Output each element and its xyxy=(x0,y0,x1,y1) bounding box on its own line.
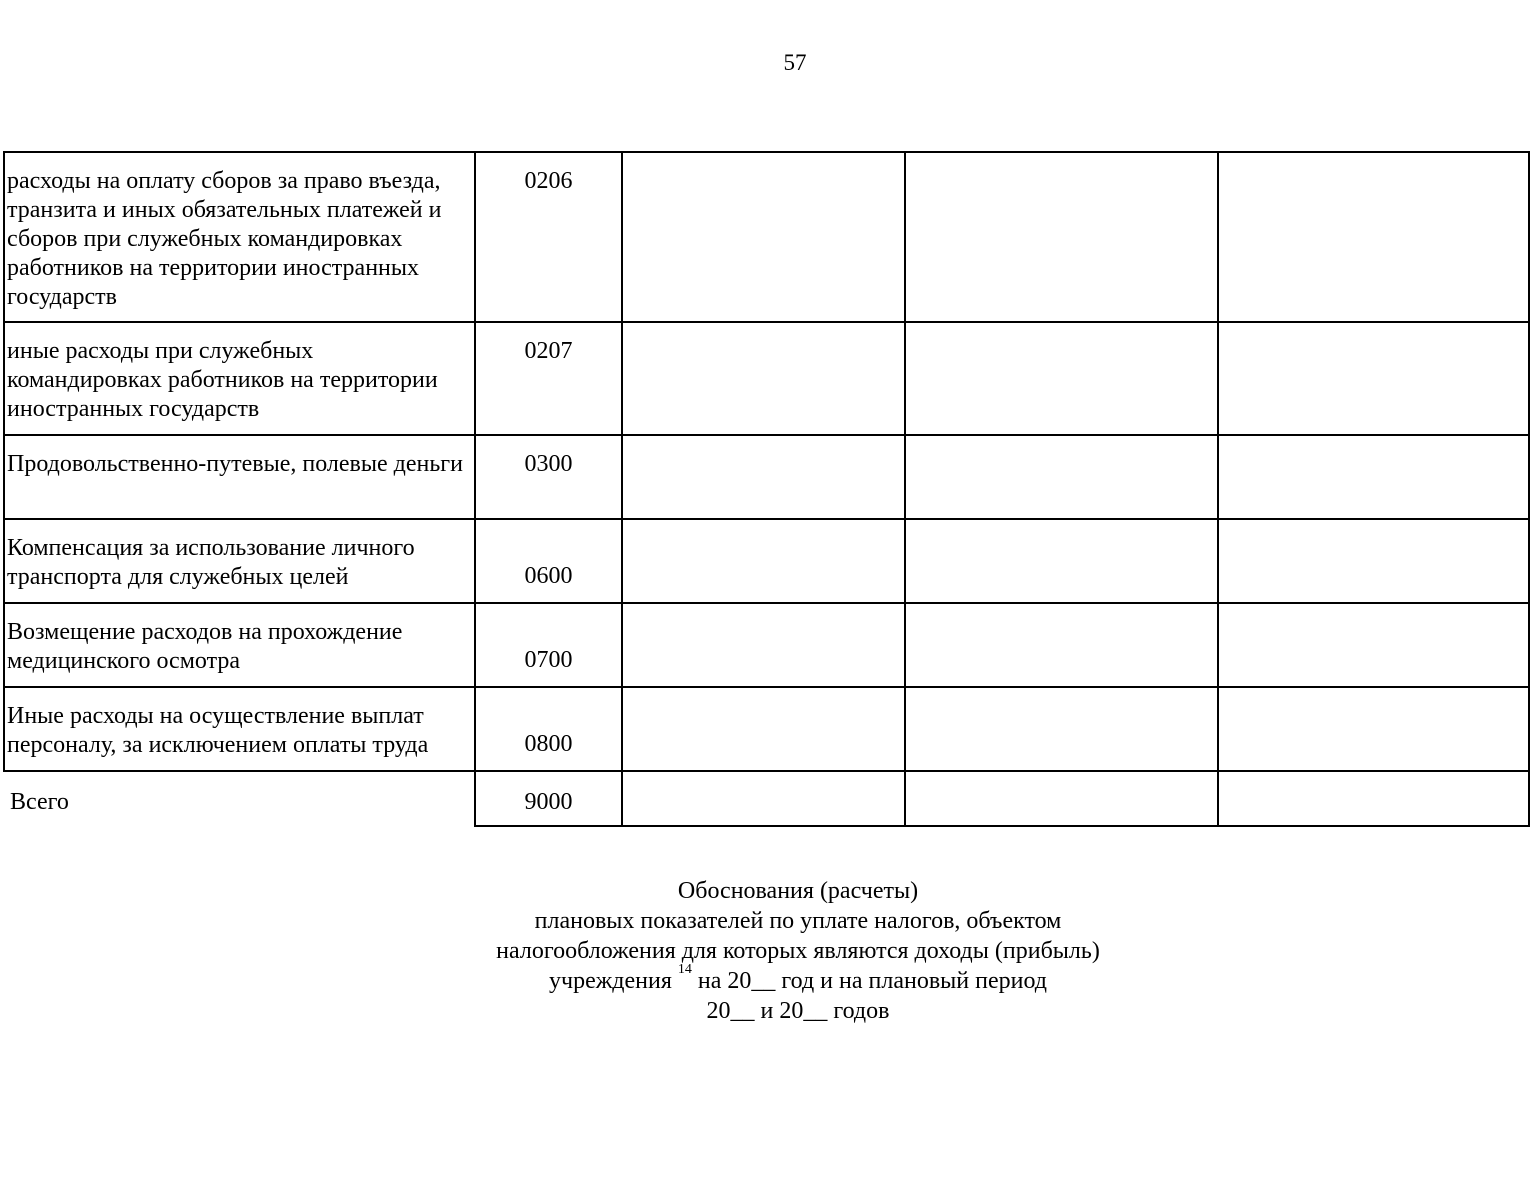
value-cell xyxy=(905,322,1218,435)
row-description: Возмещение расходов на прохождение медицинского осмотра xyxy=(4,603,475,687)
row-code: 0600 xyxy=(475,519,622,603)
row-description: Компенсация за использование личного транспорта для служебных целей xyxy=(4,519,475,603)
value-cell xyxy=(905,519,1218,603)
value-cell xyxy=(905,152,1218,322)
value-cell xyxy=(1218,603,1529,687)
expenses-table xyxy=(3,151,1530,827)
heading-line: плановых показателей по уплате налогов, объектом xyxy=(534,908,1062,934)
page-number: 57 xyxy=(783,50,807,75)
row-code: 0206 xyxy=(475,152,622,322)
row-code: 0300 xyxy=(475,435,622,519)
value-cell xyxy=(622,322,905,435)
value-cell xyxy=(622,435,905,519)
value-cell xyxy=(905,435,1218,519)
total-row xyxy=(4,771,1529,826)
row-code: 0700 xyxy=(475,603,622,687)
table-row xyxy=(4,603,1529,687)
value-cell xyxy=(622,687,905,771)
table-row xyxy=(4,435,1529,519)
value-cell xyxy=(1218,519,1529,603)
heading-line xyxy=(0,962,1531,996)
heading-text: на 20__ год и на плановый период xyxy=(697,968,1047,994)
value-cell xyxy=(1218,687,1529,771)
row-code: 0800 xyxy=(475,687,622,771)
row-description: Продовольственно-путевые, полевые деньги xyxy=(4,435,475,519)
value-cell xyxy=(905,687,1218,771)
footnote-marker: 14 xyxy=(677,962,692,977)
row-description: расходы на оплату сборов за право въезда, транзита и иных обязательных платежей и сборов при служебных командировках работников на территории иностранных государств xyxy=(4,152,475,322)
value-cell xyxy=(622,771,905,826)
section-heading xyxy=(0,876,1531,1026)
value-cell xyxy=(1218,435,1529,519)
table-row xyxy=(4,687,1529,771)
table-row xyxy=(4,322,1529,435)
total-label: Всего xyxy=(4,771,475,826)
value-cell xyxy=(905,771,1218,826)
total-code: 9000 xyxy=(475,771,622,826)
heading-line: налогообложения для которых являются доходы (прибыль) xyxy=(496,938,1100,964)
value-cell xyxy=(905,603,1218,687)
value-cell xyxy=(1218,322,1529,435)
table-row xyxy=(4,519,1529,603)
heading-line: Обоснования (расчеты) xyxy=(677,878,919,904)
row-code: 0207 xyxy=(475,322,622,435)
table-row xyxy=(4,152,1529,322)
value-cell xyxy=(622,519,905,603)
value-cell xyxy=(622,152,905,322)
value-cell xyxy=(1218,152,1529,322)
heading-line: 20__ и 20__ годов xyxy=(706,998,890,1024)
row-description: иные расходы при служебных командировках работников на территории иностранных государств xyxy=(4,322,475,435)
heading-text: учреждения xyxy=(549,968,672,994)
value-cell xyxy=(622,603,905,687)
row-description: Иные расходы на осуществление выплат персоналу, за исключением оплаты труда xyxy=(4,687,475,771)
value-cell xyxy=(1218,771,1529,826)
